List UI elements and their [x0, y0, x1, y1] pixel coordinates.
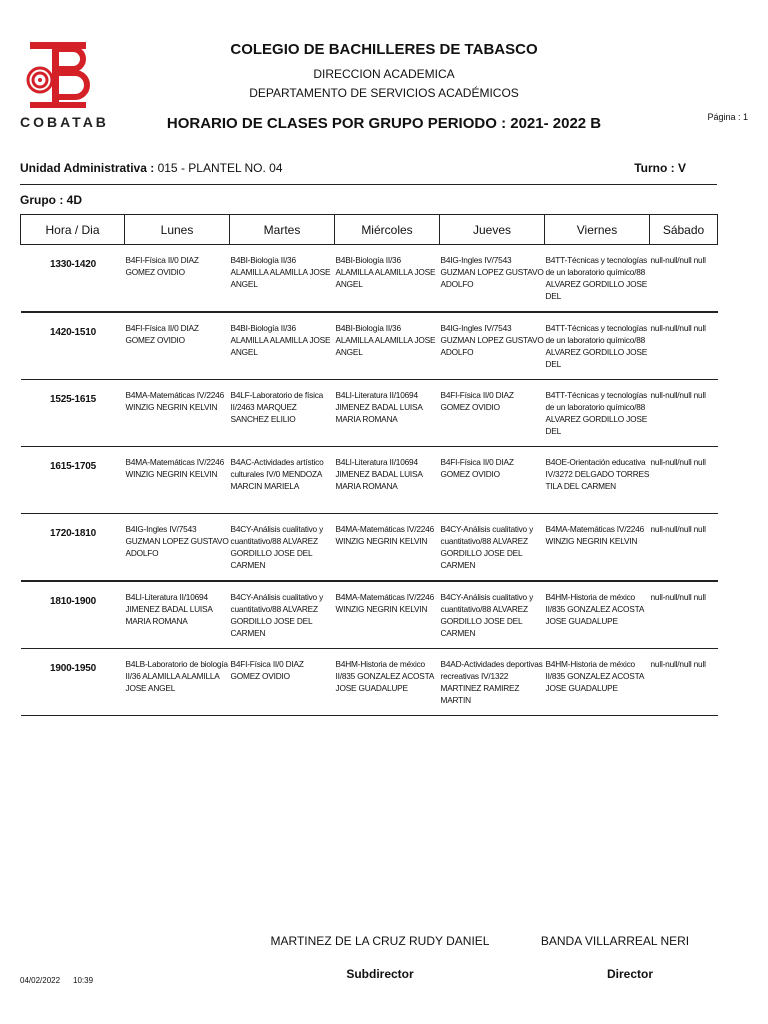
class-cell: B4IG-Ingles IV/7543 GUZMAN LOPEZ GUSTAVO ADOLFO — [440, 312, 545, 380]
time-slot: 1525-1615 — [21, 380, 125, 447]
class-cell: B4MA-Matemáticas IV/2246 WINZIG NEGRIN KELVIN — [545, 514, 650, 582]
class-cell: B4FI-Física II/0 DIAZ GOMEZ OVIDIO — [230, 649, 335, 716]
logo-text: COBATAB — [20, 114, 109, 130]
director-title: Director — [606, 967, 653, 981]
class-cell: B4BI-Biología II/36 ALAMILLA ALAMILLA JOSE ANGEL — [230, 245, 335, 313]
schedule-table — [20, 214, 718, 716]
class-cell: B4MA-Matemáticas IV/2246 WINZIG NEGRIN KELVIN — [125, 380, 230, 447]
class-cell: B4MA-Matemáticas IV/2246 WINZIG NEGRIN KELVIN — [125, 447, 230, 514]
class-cell: B4LI-Literatura II/10694 JIMENEZ BADAL LUISA MARIA ROMANA — [335, 380, 440, 447]
class-cell: B4LF-Laboratorio de física II/2463 MARQUEZ SANCHEZ ELILIO — [230, 380, 335, 447]
unit-label: Unidad Administrativa : — [20, 161, 155, 175]
department-name: DEPARTAMENTO DE SERVICIOS ACADÉMICOS — [249, 86, 519, 100]
time-slot: 1420-1510 — [21, 312, 125, 380]
table-row — [21, 447, 718, 514]
direction-name: DIRECCION ACADEMICA — [313, 67, 455, 81]
time-slot: 1900-1950 — [21, 649, 125, 716]
administrative-unit — [20, 161, 283, 175]
time-slot: 1330-1420 — [21, 245, 125, 313]
class-cell: B4TT-Técnicas y tecnologías de un laboratorio químico/88 ALVAREZ GORDILLO JOSE DEL — [545, 380, 650, 447]
class-cell: B4BI-Biología II/36 ALAMILLA ALAMILLA JOSE ANGEL — [230, 312, 335, 380]
class-cell: B4TT-Técnicas y tecnologías de un laboratorio químico/88 ALVAREZ GORDILLO JOSE DEL — [545, 312, 650, 380]
class-cell: B4FI-Física II/0 DIAZ GOMEZ OVIDIO — [440, 447, 545, 514]
print-time: 10:39 — [73, 976, 94, 985]
class-cell: B4BI-Biología II/36 ALAMILLA ALAMILLA JOSE ANGEL — [335, 245, 440, 313]
divider — [20, 184, 717, 185]
unit-value: 015 - PLANTEL NO. 04 — [154, 161, 283, 175]
turn: Turno : V — [634, 161, 686, 175]
page-number: Página : 1 — [707, 112, 748, 122]
table-row — [21, 649, 718, 716]
table-header-row — [21, 215, 718, 245]
table-row — [21, 245, 718, 313]
col-header-miercoles: Miércoles — [335, 215, 440, 245]
class-cell: null-null/null null — [650, 447, 718, 514]
class-cell: B4HM-Historia de méxico II/835 GONZALEZ ACOSTA JOSE GUADALUPE — [335, 649, 440, 716]
class-cell: B4LI-Literatura II/10694 JIMENEZ BADAL LUISA MARIA ROMANA — [335, 447, 440, 514]
class-cell: B4LB-Laboratorio de biología II/36 ALAMILLA ALAMILLA JOSE ANGEL — [125, 649, 230, 716]
director-name: BANDA VILLARREAL NERI — [540, 934, 690, 948]
class-cell: B4FI-Física II/0 DIAZ GOMEZ OVIDIO — [440, 380, 545, 447]
class-cell: B4CY-Análisis cualitativo y cuantitativo/88 ALVAREZ GORDILLO JOSE DEL CARMEN — [230, 514, 335, 582]
class-cell: B4CY-Análisis cualitativo y cuantitativo/88 ALVAREZ GORDILLO JOSE DEL CARMEN — [440, 514, 545, 582]
class-cell: B4MA-Matemáticas IV/2246 WINZIG NEGRIN KELVIN — [335, 514, 440, 582]
class-cell: B4MA-Matemáticas IV/2246 WINZIG NEGRIN KELVIN — [335, 581, 440, 649]
class-cell: B4HM-Historia de méxico II/835 GONZALEZ ACOSTA JOSE GUADALUPE — [545, 649, 650, 716]
class-cell: B4AD-Actividades deportivas recreativas IV/1322 MARTINEZ RAMIREZ MARTIN — [440, 649, 545, 716]
table-row — [21, 380, 718, 447]
subdirector-title: Subdirector — [346, 967, 414, 981]
table-row — [21, 312, 718, 380]
time-slot: 1720-1810 — [21, 514, 125, 582]
report-title: HORARIO DE CLASES POR GRUPO PERIODO : 2021- 2022 B — [166, 115, 602, 132]
class-cell: B4AC-Actividades artístico culturales IV/0 MENDOZA MARCIN MARIELA — [230, 447, 335, 514]
table-row — [21, 581, 718, 649]
col-header-jueves: Jueves — [440, 215, 545, 245]
class-cell: null-null/null null — [650, 312, 718, 380]
col-header-viernes: Viernes — [545, 215, 650, 245]
class-cell: B4BI-Biología II/36 ALAMILLA ALAMILLA JOSE ANGEL — [335, 312, 440, 380]
class-cell: B4FI-Física II/0 DIAZ GOMEZ OVIDIO — [125, 312, 230, 380]
class-cell: B4IG-Ingles IV/7543 GUZMAN LOPEZ GUSTAVO ADOLFO — [440, 245, 545, 313]
group: Grupo : 4D — [20, 193, 82, 207]
class-cell: B4CY-Análisis cualitativo y cuantitativo/88 ALVAREZ GORDILLO JOSE DEL CARMEN — [440, 581, 545, 649]
class-cell: null-null/null null — [650, 514, 718, 582]
class-cell: null-null/null null — [650, 581, 718, 649]
col-header-hora: Hora / Dia — [21, 215, 125, 245]
subdirector-name: MARTINEZ DE LA CRUZ RUDY DANIEL — [270, 934, 490, 948]
institution-name: COLEGIO DE BACHILLERES DE TABASCO — [230, 41, 538, 58]
class-cell: B4FI-Física II/0 DIAZ GOMEZ OVIDIO — [125, 245, 230, 313]
class-cell: null-null/null null — [650, 649, 718, 716]
print-date: 04/02/2022 — [20, 976, 61, 985]
col-header-lunes: Lunes — [125, 215, 230, 245]
class-cell: B4LI-Literatura II/10694 JIMENEZ BADAL LUISA MARIA ROMANA — [125, 581, 230, 649]
time-slot: 1615-1705 — [21, 447, 125, 514]
table-row — [21, 514, 718, 582]
time-slot: 1810-1900 — [21, 581, 125, 649]
col-header-sabado: Sábado — [650, 215, 718, 245]
col-header-martes: Martes — [230, 215, 335, 245]
class-cell: null-null/null null — [650, 245, 718, 313]
class-cell: B4HM-Historia de méxico II/835 GONZALEZ ACOSTA JOSE GUADALUPE — [545, 581, 650, 649]
class-cell: B4IG-Ingles IV/7543 GUZMAN LOPEZ GUSTAVO ADOLFO — [125, 514, 230, 582]
class-cell: B4CY-Análisis cualitativo y cuantitativo/88 ALVAREZ GORDILLO JOSE DEL CARMEN — [230, 581, 335, 649]
class-cell: B4TT-Técnicas y tecnologías de un laboratorio químico/88 ALVAREZ GORDILLO JOSE DEL — [545, 245, 650, 313]
class-cell: B4OE-Orientación educativa IV/3272 DELGADO TORRES TILA DEL CARMEN — [545, 447, 650, 514]
class-cell: null-null/null null — [650, 380, 718, 447]
